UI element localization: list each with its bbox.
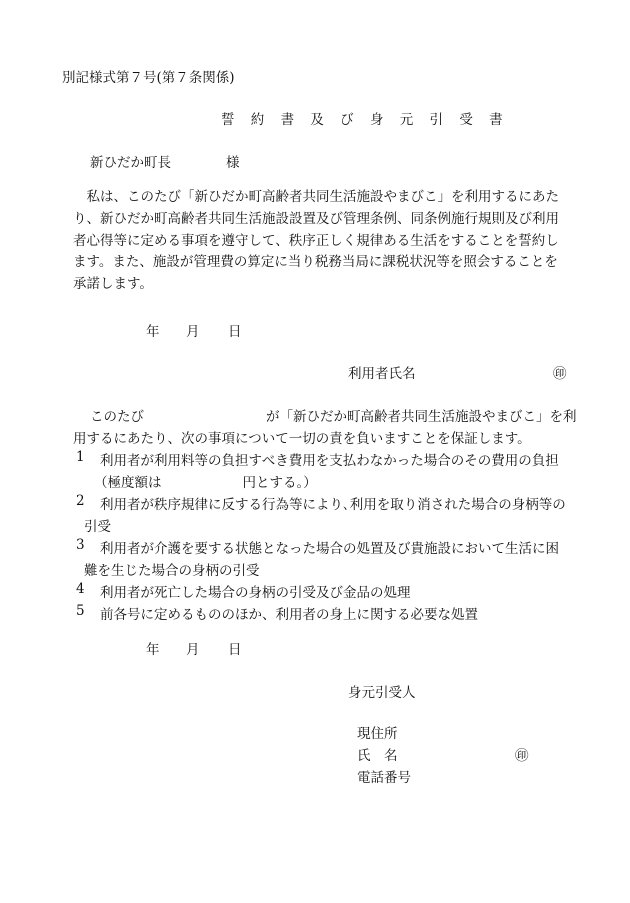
item-number: 1 xyxy=(76,449,85,465)
item-text: 利用者が死亡した場合の身柄の引受及び金品の処理 xyxy=(100,585,411,601)
item-text: 利用者が秩序規律に反する行為等により､利用を取り消された場合の身柄等の xyxy=(100,497,566,513)
month-label: 月 xyxy=(186,642,200,658)
seal-mark: ㊞ xyxy=(553,366,567,382)
year-label: 年 xyxy=(146,642,160,658)
item-text: 利用者が利用料等の負担すべき費用を支払わなかった場合のその費用の負担 xyxy=(100,453,559,469)
pledge-line: 者心得等に定める事項を遵守して、秩序正しく規律ある生活をすることを誓約し xyxy=(73,232,559,249)
form-label: 別記様式第７号(第７条関係) xyxy=(62,70,235,86)
item-number: 4 xyxy=(76,581,85,597)
item-text: 利用者が介護を要する状態となった場合の処置及び貴施設において生活に困 xyxy=(100,541,559,557)
guarantee-intro-line2: 用するにあたり、次の事項について一切の責を負いますことを保証します。 xyxy=(73,431,531,447)
item-number: 3 xyxy=(76,537,85,553)
item-text: 難を生じた場合の身柄の引受 xyxy=(84,563,260,579)
month-label: 月 xyxy=(186,324,200,340)
day-label: 日 xyxy=(228,642,242,658)
year-label: 年 xyxy=(146,324,160,340)
item-text: （極度額は 円とする。） xyxy=(94,475,317,491)
pledge-line: 私は、このたび「新ひだか町高齢者共同生活施設やまびこ」を利用するにあた xyxy=(73,189,559,205)
guarantee-intro-rest: が「新ひだか町高齢者共同生活施設やまびこ」を利 xyxy=(266,409,577,425)
item-text: 引受 xyxy=(84,519,111,535)
item-number: 2 xyxy=(76,493,85,509)
seal-mark: ㊞ xyxy=(515,748,529,764)
addressee: 新ひだか町長 xyxy=(90,155,171,171)
pledge-line: 承諾します。 xyxy=(73,276,153,293)
guarantor-heading: 身元引受人 xyxy=(348,685,416,701)
pledge-line: ます。また、施設が管理費の算定に当り税務当局に課税状況等を照会することを xyxy=(73,254,558,271)
pledge-paragraph xyxy=(73,187,583,296)
addressee-suffix: 様 xyxy=(226,155,240,171)
document-title: 誓 約 書 及 び 身 元 引 受 書 xyxy=(221,112,509,128)
guarantor-phone-label: 電話番号 xyxy=(357,770,411,786)
item-number: 5 xyxy=(76,603,85,619)
guarantee-intro-start: このたび xyxy=(90,409,144,425)
guarantor-name-label: 氏 名 xyxy=(357,748,398,764)
user-name-label: 利用者氏名 xyxy=(348,366,416,382)
day-label: 日 xyxy=(228,324,242,340)
pledge-line: り、新ひだか町高齢者共同生活施設設置及び管理条例、同条例施行規則及び利用 xyxy=(73,210,559,227)
item-text: 前各号に定めるもののほか、利用者の身上に関する必要な処置 xyxy=(100,607,478,623)
guarantor-address-label: 現住所 xyxy=(357,726,398,742)
